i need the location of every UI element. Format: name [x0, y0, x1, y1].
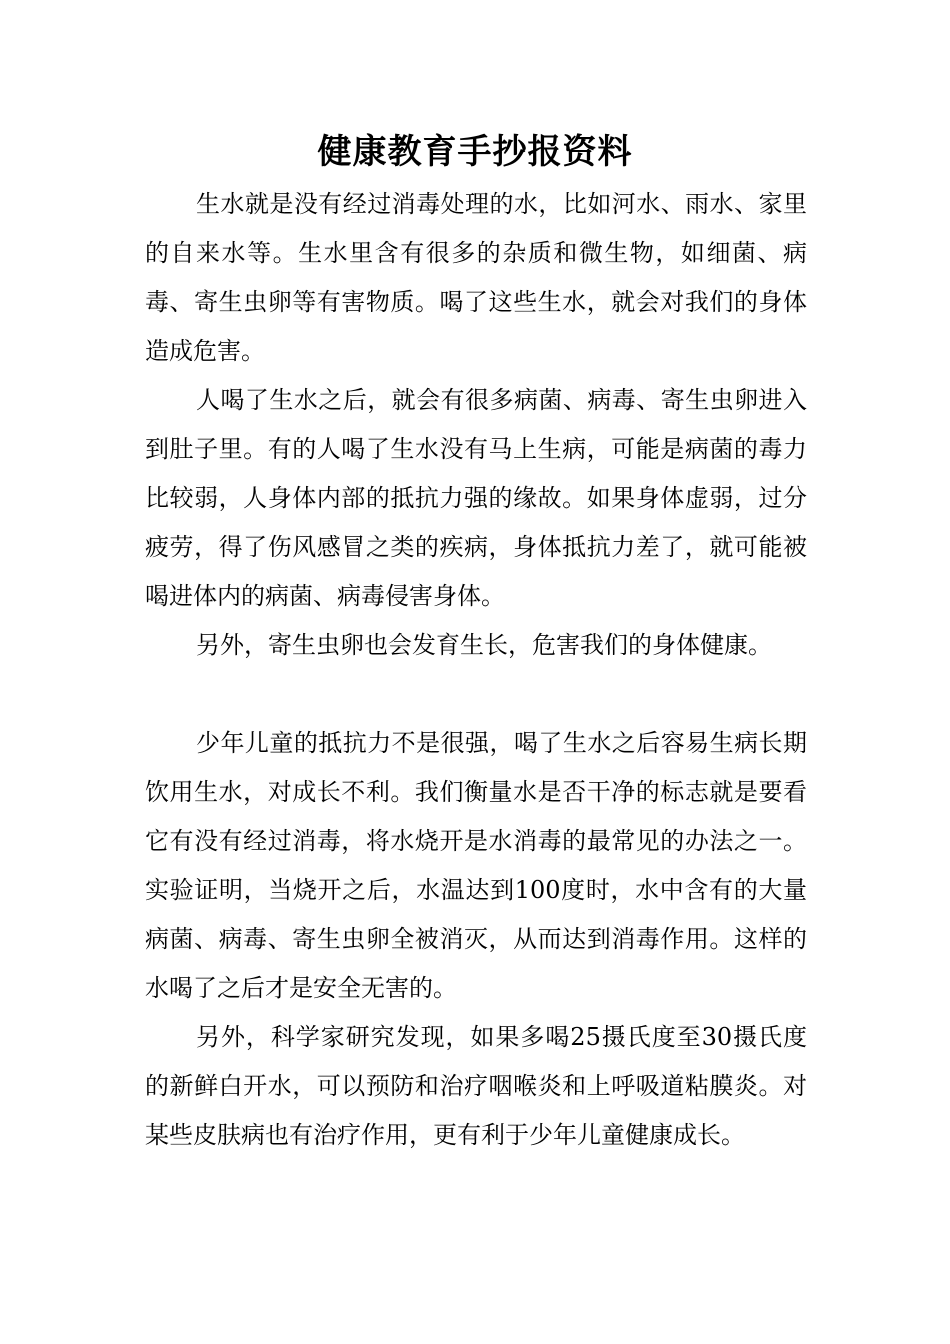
paragraph-warm-boiled-water-benefits: 另外，科学家研究发现，如果多喝25摄氏度至30摄氏度的新鲜白开水，可以预防和治疗咽喉炎和上呼吸道粘膜炎。对某些皮肤病也有治疗作用，更有利于少年儿童健康成长。 — [145, 1023, 807, 1149]
paragraph-children-boiling-water: 少年儿童的抵抗力不是很强，喝了生水之后容易生病长期饮用生水，对成长不利。我们衡量水是否干净的标志就是要看它有没有经过消毒，将水烧开是水消毒的最常见的办法之一。实验证明，当烧开之后，水温达到100度时，水中含有的大量病菌、病毒、寄生虫卵全被消灭，从而达到消毒作用。这样的水喝了之后才是安全无害的。 — [145, 729, 807, 1002]
paragraph-parasite-eggs: 另外，寄生虫卵也会发育生长，危害我们的身体健康。 — [196, 631, 772, 659]
document-body — [145, 180, 807, 1160]
blank-line — [145, 670, 807, 719]
paragraph-raw-water-definition: 生水就是没有经过消毒处理的水，比如河水、雨水、家里的自来水等。生水里含有很多的杂质和微生物，如细菌、病毒、寄生虫卵等有害物质。喝了这些生水，就会对我们的身体造成危害。 — [145, 190, 807, 365]
paragraph-raw-water-harm: 人喝了生水之后，就会有很多病菌、病毒、寄生虫卵进入到肚子里。有的人喝了生水没有马上生病，可能是病菌的毒力比较弱，人身体内部的抵抗力强的缘故。如果身体虚弱，过分疲劳，得了伤风感冒之类的疾病，身体抵抗力差了，就可能被喝进体内的病菌、病毒侵害身体。 — [145, 386, 807, 610]
document-title: 健康教育手抄报资料 — [317, 132, 633, 172]
